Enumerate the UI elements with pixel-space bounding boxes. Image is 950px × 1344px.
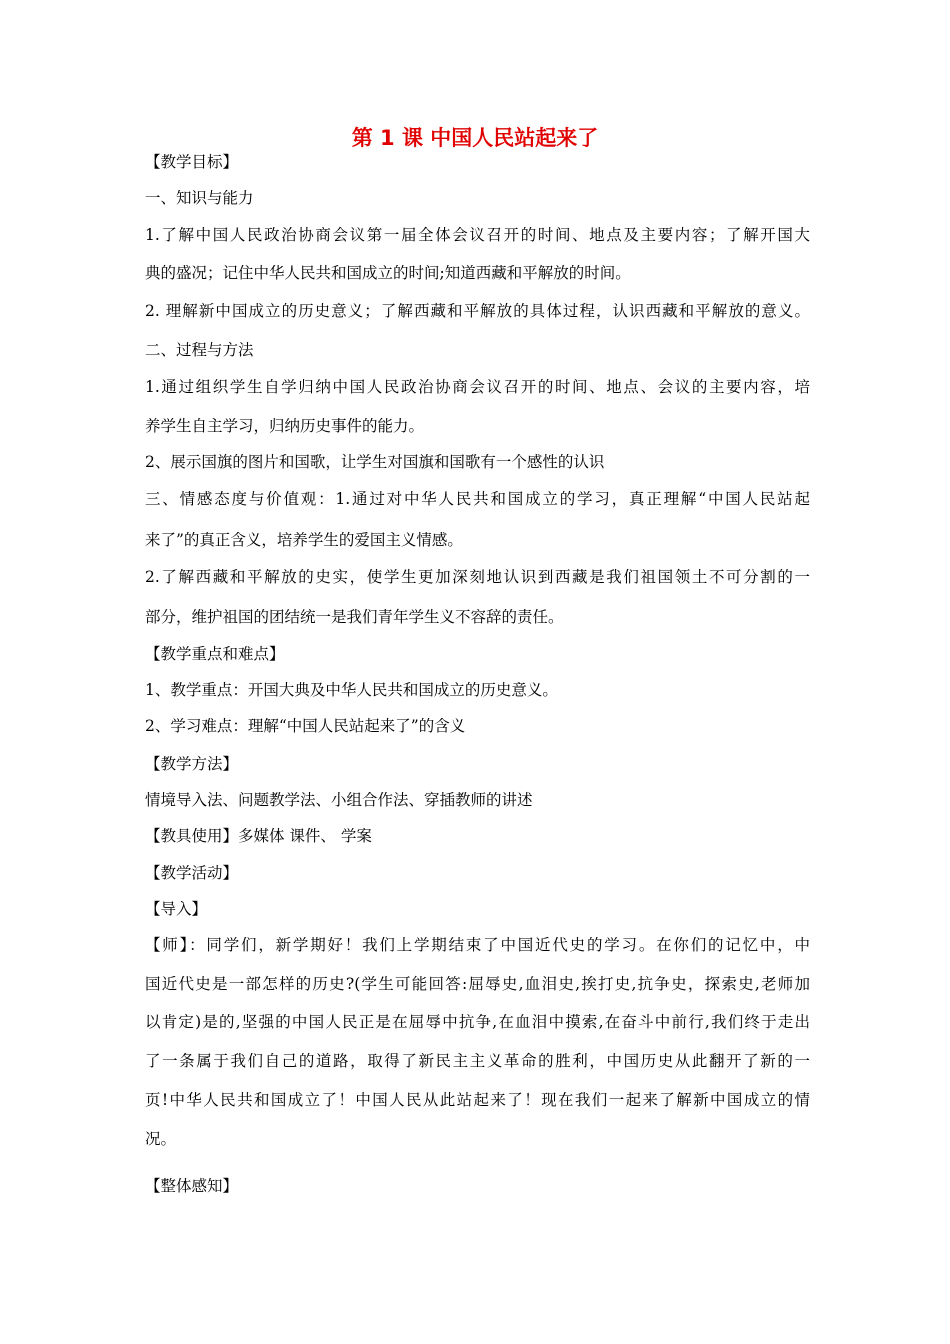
paragraph-line: 国近代史是一部怎样的历史?(学生可能回答:屈辱史,血泪史,挨打史,抗争史，探索史,老师加 (145, 975, 810, 993)
paragraph-line: 1、教学重点：开国大典及中华人民共和国成立的历史意义。 (145, 681, 558, 699)
paragraph-line: 情境导入法、问题教学法、小组合作法、穿插教师的讲述 (145, 791, 533, 809)
paragraph-line: 三、情感态度与价值观：1.通过对中华人民共和国成立的学习，真正理解“中国人民站起 (145, 490, 810, 508)
subsection-heading: 二、过程与方法 (145, 341, 254, 359)
paragraph-line: 2、展示国旗的图片和国歌，让学生对国旗和国歌有一个感性的认识 (145, 453, 605, 471)
paragraph-line: 【师】：同学们，新学期好！我们上学期结束了中国近代史的学习。在你们的记忆中，中 (145, 936, 810, 954)
paragraph-line: 2、学习难点：理解“中国人民站起来了”的含义 (145, 717, 466, 735)
paragraph-line: 2.了解西藏和平解放的史实，使学生更加深刻地认识到西藏是我们祖国领土不可分割的一 (145, 568, 810, 586)
paragraph-line: 以肯定)是的,坚强的中国人民正是在屈辱中抗争,在血泪中摸索,在奋斗中前行,我们终于走出 (145, 1013, 810, 1031)
paragraph-line: 了一条属于我们自己的道路，取得了新民主主义革命的胜利，中国历史从此翻开了新的一 (145, 1052, 810, 1070)
section-heading: 【教学方法】 (145, 755, 239, 773)
section-heading: 【整体感知】 (145, 1177, 239, 1195)
subsection-heading: 一、知识与能力 (145, 189, 254, 207)
paragraph-line: 况。 (145, 1130, 177, 1148)
paragraph-line: 养学生自主学习，归纳历史事件的能力。 (145, 417, 425, 435)
paragraph-line: 【教具使用】多媒体 课件、 学案 (145, 827, 372, 845)
section-heading: 【教学重点和难点】 (145, 645, 285, 663)
section-heading: 【教学目标】 (145, 153, 239, 171)
section-heading: 【导入】 (145, 900, 208, 918)
paragraph-line: 部分，维护祖国的团结统一是我们青年学生义不容辞的责任。 (145, 608, 564, 626)
paragraph-line: 页!中华人民共和国成立了！中国人民从此站起来了！现在我们一起来了解新中国成立的情 (145, 1091, 810, 1109)
paragraph-line: 2. 理解新中国成立的历史意义；了解西藏和平解放的具体过程，认识西藏和平解放的意义。 (145, 302, 810, 320)
paragraph-line: 1.了解中国人民政治协商会议第一届全体会议召开的时间、地点及主要内容；了解开国大 (145, 226, 810, 244)
paragraph-line: 典的盛况；记住中华人民共和国成立的时间;知道西藏和平解放的时间。 (145, 264, 631, 282)
page-title: 第 1 课 中国人民站起来了 (351, 126, 599, 150)
paragraph-line: 1.通过组织学生自学归纳中国人民政治协商会议召开的时间、地点、会议的主要内容，培 (145, 378, 810, 396)
paragraph-line: 来了”的真正含义，培养学生的爱国主义情感。 (145, 531, 463, 549)
section-heading: 【教学活动】 (145, 864, 239, 882)
